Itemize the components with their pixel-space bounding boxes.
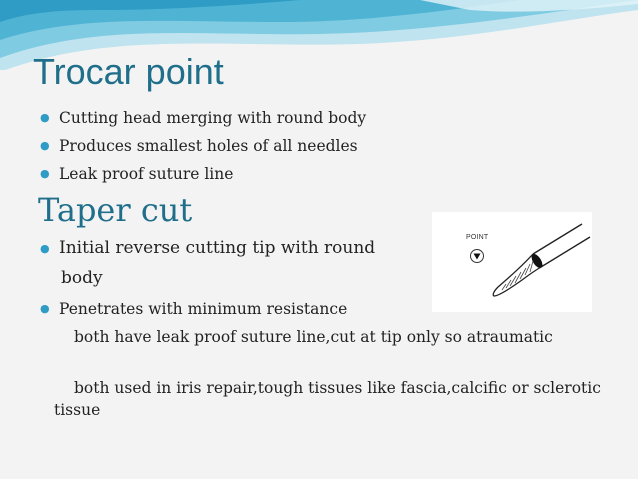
list-item-text: Produces smallest holes of all needles (59, 137, 358, 155)
body-paragraph-leak-proof: both have leak proof suture line,cut at tip only so atraumatic (74, 328, 553, 346)
list-item-text: Penetrates with minimum resistance (59, 300, 348, 318)
list-item-text: Initial reverse cutting tip with round (59, 238, 376, 258)
circle-bullet-icon: ● (40, 139, 50, 152)
list-item-text: Cutting head merging with round body (59, 109, 367, 127)
figure-label: POINT (466, 234, 489, 241)
circle-bullet-icon: ● (40, 111, 50, 124)
circle-bullet-icon: ● (40, 167, 50, 180)
list-item (38, 296, 347, 322)
list-item-text-continuation: body (61, 268, 103, 288)
bullet-list-trocar (38, 104, 366, 188)
list-item-text: Leak proof suture line (59, 165, 234, 183)
slide-title-taper-cut: Taper cut (38, 191, 193, 229)
circle-bullet-icon: ● (40, 302, 50, 315)
body-paragraph-iris-repair: both used in iris repair,tough tissues like fascia,calcific or sclerotic tissue (54, 379, 601, 419)
list-item (38, 160, 366, 188)
bullet-list-taper-cut (38, 233, 375, 293)
slide-title-trocar-point: Trocar point (33, 51, 224, 92)
needle-point-illustration-icon (432, 212, 592, 312)
needle-point-figure (432, 212, 592, 312)
bullet-list-resistance (38, 296, 347, 322)
list-item (38, 132, 366, 160)
list-item (38, 104, 366, 132)
list-item (38, 233, 375, 293)
circle-bullet-icon: ● (40, 242, 50, 255)
